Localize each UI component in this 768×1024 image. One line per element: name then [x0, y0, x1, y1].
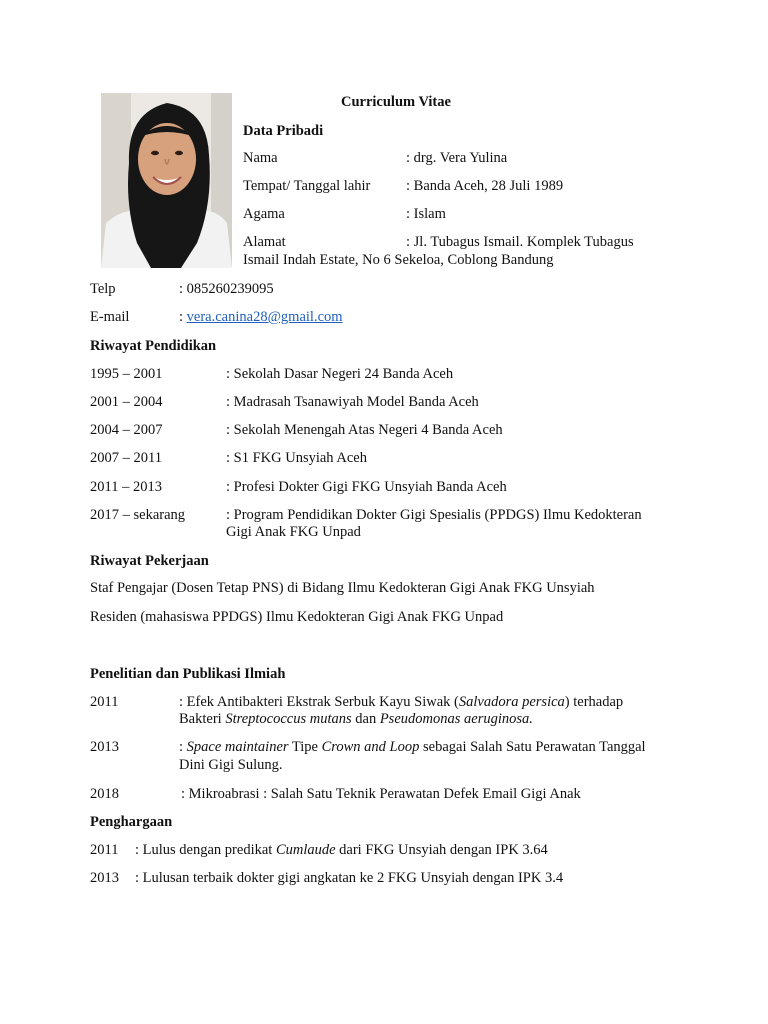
- education-school: : Sekolah Menengah Atas Negeri 4 Banda Aceh: [226, 422, 503, 438]
- text-segment: ) terhadap: [564, 694, 624, 710]
- education-school: : Profesi Dokter Gigi FKG Unsyiah Banda Aceh: [226, 479, 507, 495]
- email-label: E-mail: [90, 309, 130, 325]
- email-row: [179, 308, 343, 326]
- research-title-line2: Dini Gigi Sulung.: [179, 757, 283, 773]
- name-value: : drg. Vera Yulina: [406, 150, 508, 166]
- work-heading: Riwayat Pekerjaan: [90, 553, 209, 569]
- text-segment: Tipe: [288, 739, 322, 755]
- education-heading: Riwayat Pendidikan: [90, 338, 217, 354]
- telp-label: Telp: [90, 281, 116, 297]
- religion-label: Agama: [243, 206, 285, 222]
- address-value: : Jl. Tubagus Ismail. Komplek Tubagus: [406, 234, 634, 250]
- award-year: 2013: [90, 870, 119, 886]
- birth-label: Tempat/ Tanggal lahir: [243, 178, 371, 194]
- telp-value: : 085260239095: [179, 281, 274, 297]
- email-link[interactable]: vera.canina28@gmail.com: [186, 309, 343, 325]
- research-heading: Penelitian dan Publikasi Ilmiah: [90, 666, 286, 682]
- text-italic: Crown and Loop: [321, 739, 420, 755]
- personal-heading: Data Pribadi: [243, 123, 324, 139]
- birth-value: : Banda Aceh, 28 Juli 1989: [406, 178, 564, 194]
- text-italic: Cumlaude: [275, 842, 336, 858]
- religion-value: : Islam: [406, 206, 446, 222]
- education-years: 2001 – 2004: [90, 394, 163, 410]
- education-school: : S1 FKG Unsyiah Aceh: [226, 450, 367, 466]
- portrait-illustration: [101, 93, 232, 268]
- text-segment: :: [179, 739, 187, 755]
- text-segment: : Efek Antibakteri Ekstrak Serbuk Kayu Siwak (: [179, 694, 459, 710]
- research-title: [179, 693, 623, 711]
- research-title: : Mikroabrasi : Salah Satu Teknik Perawatan Defek Email Gigi Anak: [181, 786, 581, 802]
- text-italic: Salvadora persica: [458, 694, 565, 710]
- education-years: 2017 – sekarang: [90, 507, 186, 523]
- award-text: : Lulusan terbaik dokter gigi angkatan ke 2 FKG Unsyiah dengan IPK 3.4: [135, 870, 564, 886]
- education-school: : Sekolah Dasar Negeri 24 Banda Aceh: [226, 366, 454, 382]
- text-segment: Bakteri: [179, 711, 226, 727]
- text-segment: sebagai Salah Satu Perawatan Tanggal: [419, 739, 646, 755]
- email-colon: :: [179, 309, 187, 325]
- research-year: 2018: [90, 786, 119, 802]
- research-title: [179, 738, 646, 756]
- research-title-line2: [179, 710, 533, 728]
- education-school: : Madrasah Tsanawiyah Model Banda Aceh: [226, 394, 479, 410]
- education-years: 2007 – 2011: [90, 450, 162, 466]
- education-school-line2: Gigi Anak FKG Unpad: [226, 524, 361, 540]
- document-title: Curriculum Vitae: [341, 94, 451, 110]
- award-year: 2011: [90, 842, 119, 858]
- work-item: Staf Pengajar (Dosen Tetap PNS) di Bidang Ilmu Kedokteran Gigi Anak FKG Unsyiah: [90, 580, 595, 596]
- research-year: 2011: [90, 694, 119, 710]
- work-item: Residen (mahasiswa PPDGS) Ilmu Kedokteran Gigi Anak FKG Unpad: [90, 609, 504, 625]
- education-years: 1995 – 2001: [90, 366, 163, 382]
- research-year: 2013: [90, 739, 119, 755]
- education-years: 2004 – 2007: [90, 422, 163, 438]
- address-label: Alamat: [243, 234, 286, 250]
- text-segment: dan: [351, 711, 380, 727]
- education-years: 2011 – 2013: [90, 479, 162, 495]
- awards-heading: Penghargaan: [90, 814, 173, 830]
- text-italic: Space maintainer: [186, 739, 289, 755]
- text-segment: dari FKG Unsyiah dengan IPK 3.64: [335, 842, 548, 858]
- text-italic: Streptococcus mutans: [225, 711, 352, 727]
- award-text: [135, 841, 548, 859]
- text-segment: : Lulus dengan predikat: [135, 842, 276, 858]
- text-italic: Pseudomonas aeruginosa.: [379, 711, 533, 727]
- name-label: Nama: [243, 150, 278, 166]
- profile-photo: [101, 93, 232, 268]
- address-value-line2: Ismail Indah Estate, No 6 Sekeloa, Coblong Bandung: [243, 252, 554, 268]
- education-school: : Program Pendidikan Dokter Gigi Spesialis (PPDGS) Ilmu Kedokteran: [226, 507, 642, 523]
